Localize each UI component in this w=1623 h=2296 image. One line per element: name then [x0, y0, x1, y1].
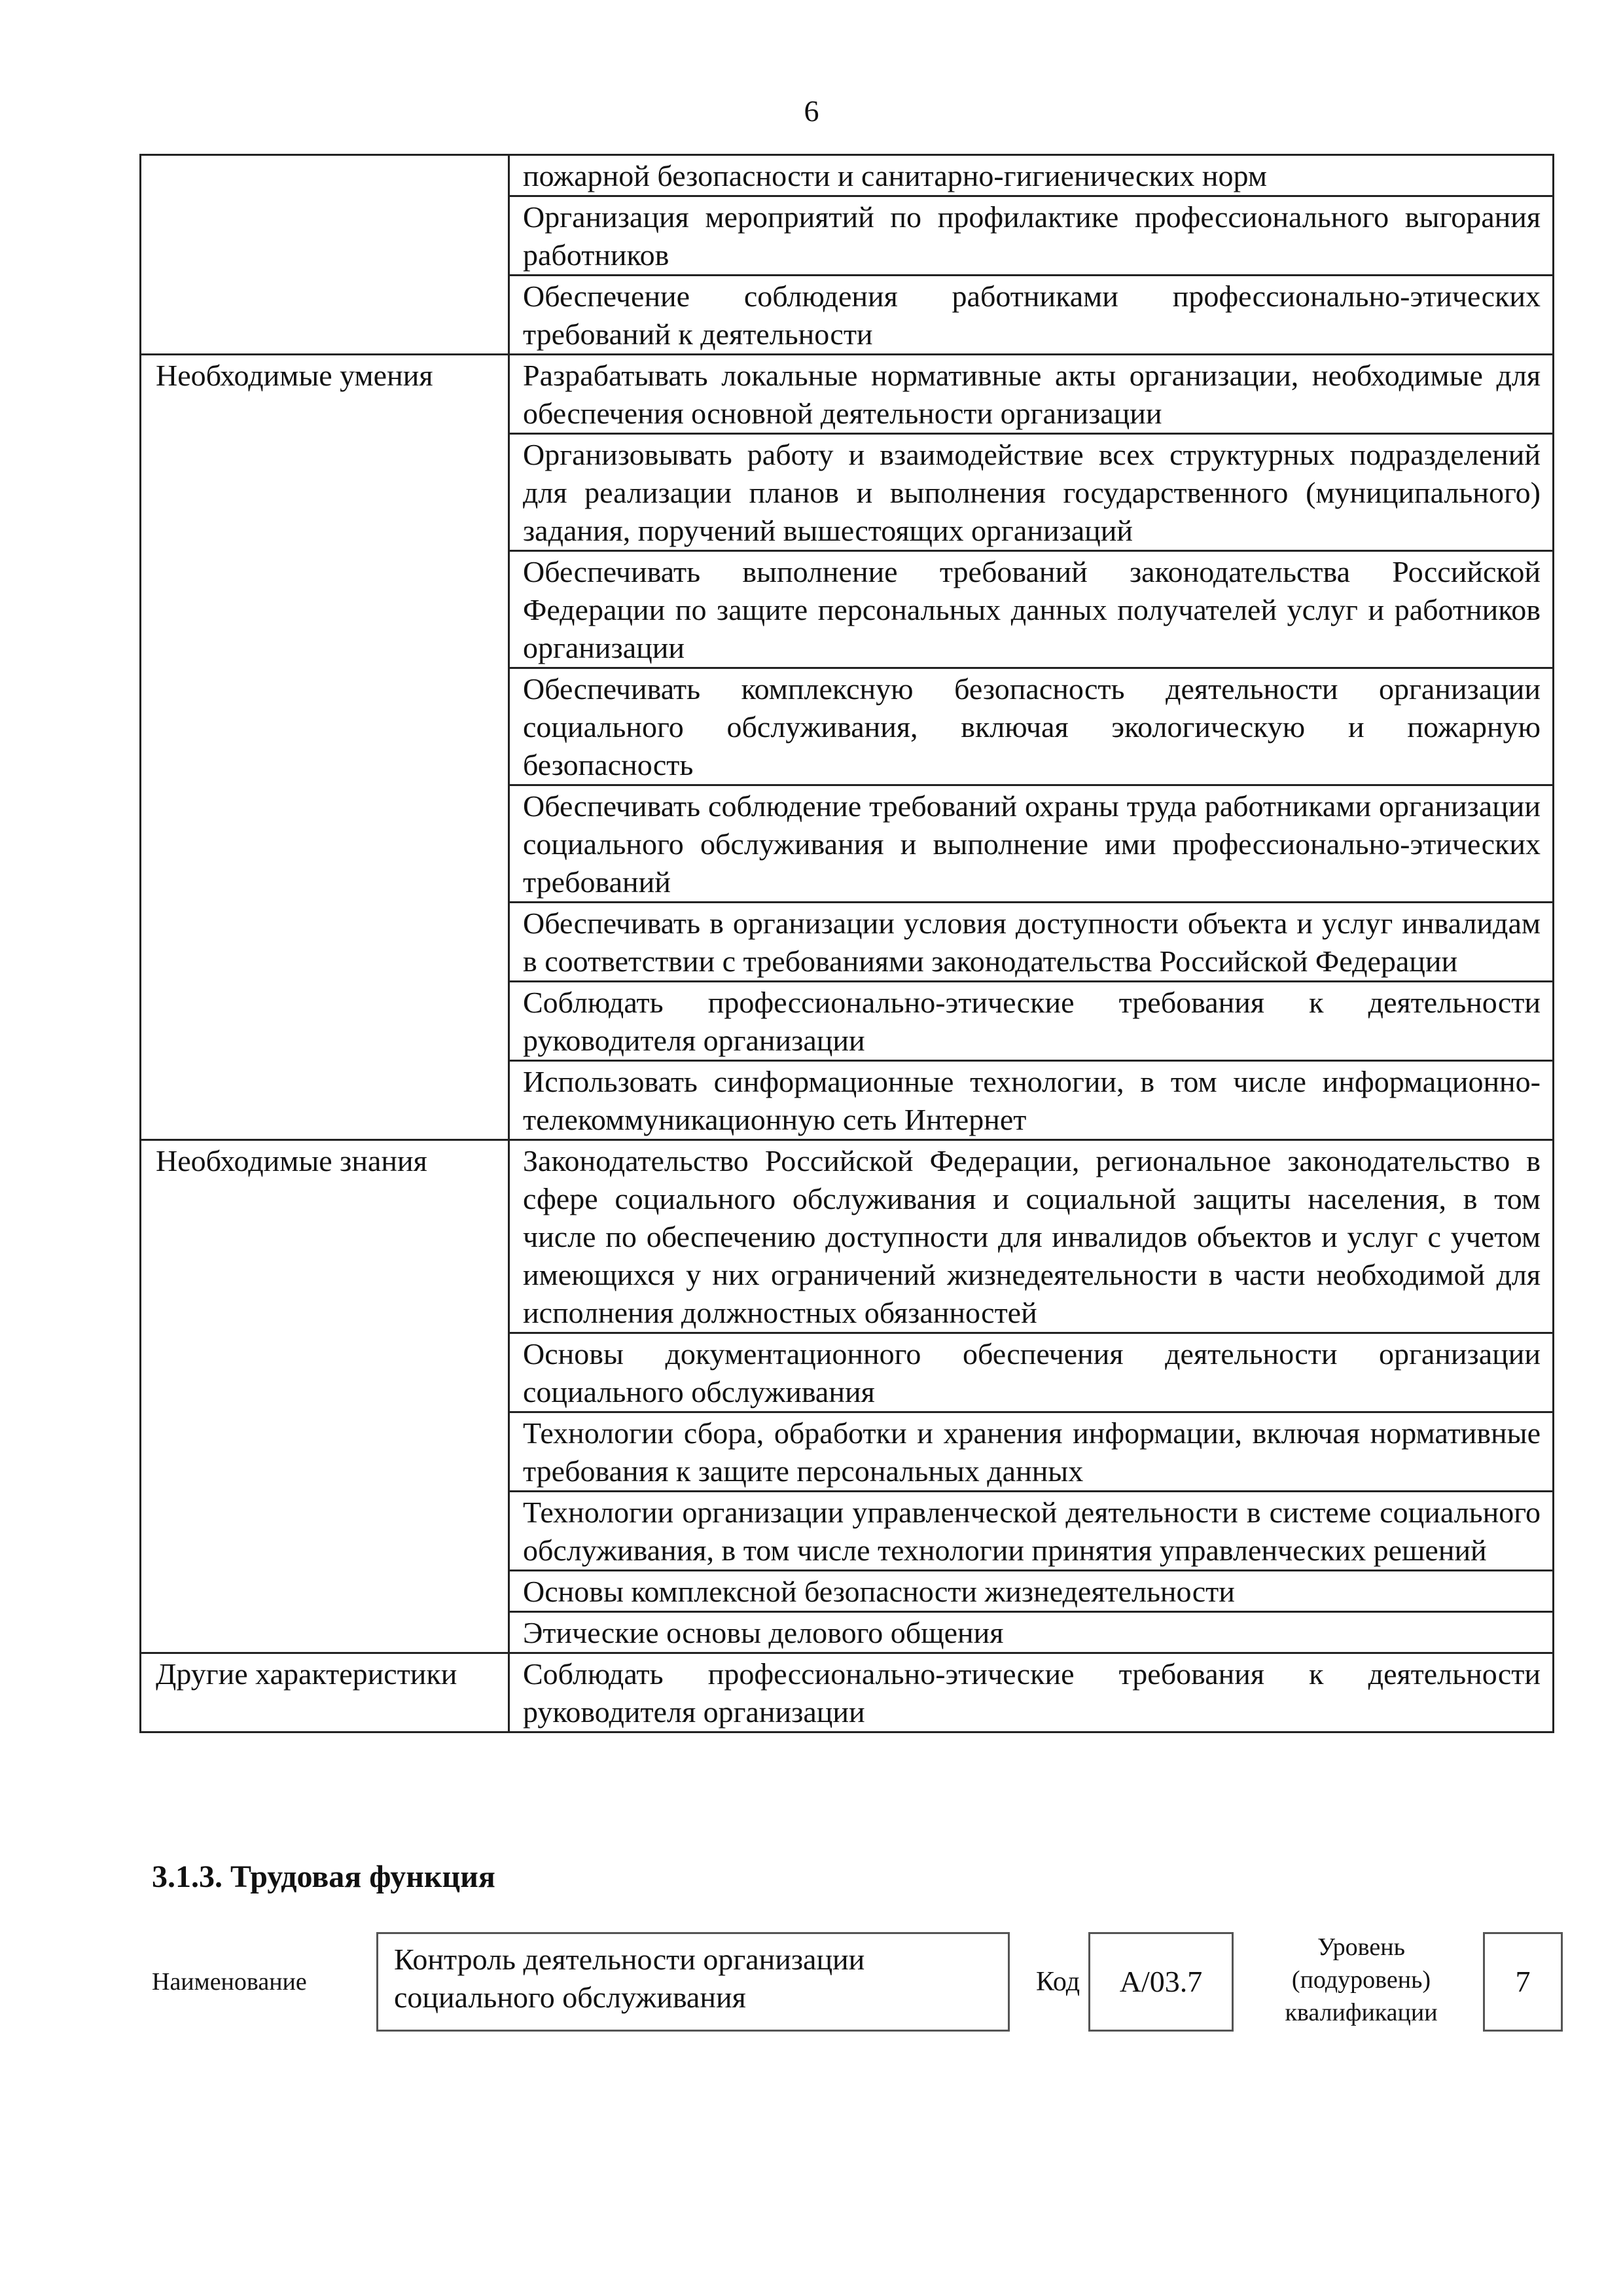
- requirement-item: Организация мероприятий по профилактике профессионального выгорания работников: [509, 196, 1554, 276]
- table-row: [141, 1140, 1554, 1333]
- requirement-item: Обеспечение соблюдения работниками профессионально-этических требований к деятельности: [509, 276, 1554, 355]
- code-value-box: А/03.7: [1088, 1932, 1234, 2032]
- requirement-item: Этические основы делового общения: [509, 1612, 1554, 1653]
- code-label: Код: [1036, 1967, 1080, 1997]
- requirement-item: Обеспечивать соблюдение требований охраны труда работниками организации социального обслуживания и выполнение ими профессионально-этических требований: [509, 785, 1554, 903]
- requirement-item: пожарной безопасности и санитарно-гигиенических норм: [509, 155, 1554, 196]
- section-title: 3.1.3. Трудовая функция: [152, 1859, 495, 1894]
- requirement-item: Основы документационного обеспечения деятельности организации социального обслуживания: [509, 1333, 1554, 1412]
- requirement-item: Технологии организации управленческой деятельности в системе социального обслуживания, в том числе технологии принятия управленческих решений: [509, 1492, 1554, 1571]
- row-label: Необходимые знания: [141, 1140, 509, 1653]
- requirement-item: Разрабатывать локальные нормативные акты организации, необходимые для обеспечения основной деятельности организации: [509, 355, 1554, 434]
- requirement-item: Обеспечивать комплексную безопасность деятельности организации социального обслуживания, включая экологическую и пожарную безопасность: [509, 668, 1554, 785]
- name-value-box: Контроль деятельности организации социального обслуживания: [376, 1932, 1010, 2032]
- requirement-item: Основы комплексной безопасности жизнедеятельности: [509, 1571, 1554, 1612]
- page-number: 6: [804, 94, 819, 128]
- requirement-item: Законодательство Российской Федерации, региональное законодательство в сфере социального обслуживания и социальной защиты населения, в том числе по обеспечению доступности для инвалидов объектов и услуг с учетом имеющихся у них ограничений жизнедеятельности в части необходимой для исполнения должностных обязанностей: [509, 1140, 1554, 1333]
- row-label: Другие характеристики: [141, 1653, 509, 1732]
- requirement-item: Организовывать работу и взаимодействие всех структурных подразделений для реализации планов и выполнения государственного (муниципального) задания, поручений вышестоящих организаций: [509, 434, 1554, 551]
- requirement-item: Использовать синформационные технологии, в том числе информационно-телекоммуникационную сеть Интернет: [509, 1061, 1554, 1140]
- row-label: Необходимые умения: [141, 355, 509, 1140]
- name-label: Наименование: [152, 1968, 307, 1996]
- table-row: [141, 1653, 1554, 1732]
- requirement-item: Соблюдать профессионально-этические требования к деятельности руководителя организации: [509, 982, 1554, 1061]
- requirement-item: Обеспечивать в организации условия доступности объекта и услуг инвалидам в соответствии с требованиями законодательства Российской Федерации: [509, 903, 1554, 982]
- row-label: [141, 155, 509, 355]
- level-label-line-2: (подуровень): [1291, 1966, 1431, 1994]
- requirements-table: [139, 154, 1554, 1733]
- qualification-level-label: [1253, 1931, 1469, 2029]
- requirement-item: Соблюдать профессионально-этические требования к деятельности руководителя организации: [509, 1653, 1554, 1732]
- level-label-line-3: квалификации: [1285, 1999, 1438, 2026]
- requirement-item: Технологии сбора, обработки и хранения информации, включая нормативные требования к защите персональных данных: [509, 1412, 1554, 1492]
- level-value-box: 7: [1483, 1932, 1563, 2032]
- requirement-item: Обеспечивать выполнение требований законодательства Российской Федерации по защите персональных данных получателей услуг и работников организации: [509, 551, 1554, 668]
- table-row: [141, 155, 1554, 196]
- level-label-line-1: Уровень: [1317, 1933, 1405, 1961]
- table-row: [141, 355, 1554, 434]
